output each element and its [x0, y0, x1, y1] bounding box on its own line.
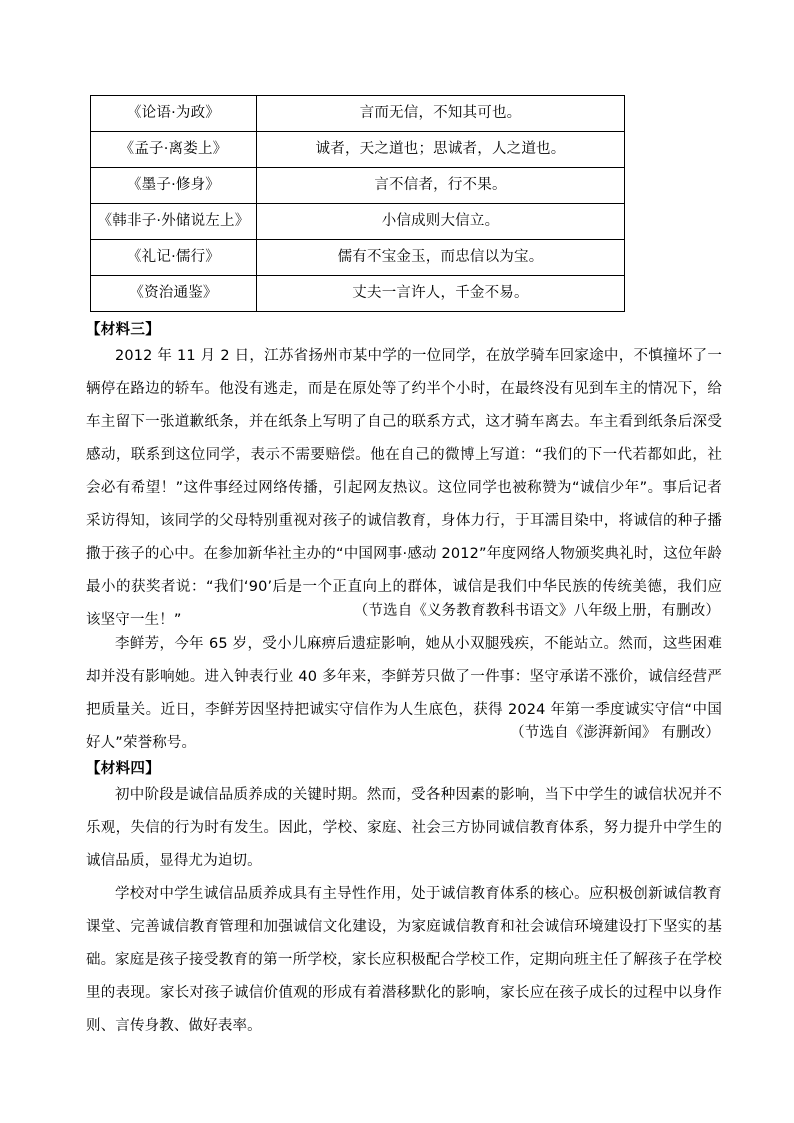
material-four-label: 【材料四】 — [86, 761, 160, 777]
table-body — [91, 96, 625, 312]
classical-quotations-table — [90, 95, 625, 312]
material-four-paragraph-1: 初中阶段是诚信品质养成的关键时期。然而，受各种因素的影响，当下中学生的诚信状况并不乐观，失信的行为时有发生。因此，学校、家庭、社会三方协同诚信教育体系，努力提升中学生的诚信品质，显得尤为迫切。 — [86, 787, 722, 869]
table-cell-quote: 儒有不宝金玉，而忠信以为宝。 — [257, 240, 625, 276]
table-cell-quote: 诚者，天之道也；思诚者，人之道也。 — [257, 132, 625, 168]
table-cell-source: 《礼记·儒行》 — [91, 240, 257, 276]
table-row — [91, 96, 625, 132]
table-row — [91, 276, 625, 312]
table-cell-quote: 言而无信，不知其可也。 — [257, 96, 625, 132]
table-cell-source: 《资治通鉴》 — [91, 276, 257, 312]
table-cell-quote: 丈夫一言许人，千金不易。 — [257, 276, 625, 312]
table-cell-source: 《墨子·修身》 — [91, 168, 257, 204]
material-three-attribution-2: （节选自《澎湃新闻》 有删改） — [510, 725, 720, 741]
material-three-paragraph-1: 2012 年 11 月 2 日，江苏省扬州市某中学的一位同学，在放学骑车回家途中，不慎撞坏了一辆停在路边的轿车。他没有逃走，而是在原处等了约半个小时，在最终没有见到车主的情况下，给车主留下一张道歉纸条，并在纸条上写明了自己的联系方式，这才骑车离去。车主看到纸条后深受感动，联系到这位同学，表示不需要赔偿。他在自己的微博上写道：“我们的下一代若都如此，社会必有希望！”这件事经过网络传播，引起网友热议。这位同学也被称赞为“诚信少年”。事后记者采访得知，该同学的父母特别重视对孩子的诚信教育，身体力行，于耳濡目染中，将诚信的种子播撒于孩子的心中。在参加新华社主办的“中国网事·感动 2012”年度网络人物颁奖典礼时，这位年龄最小的获奖者说：“我们‘90’后是一个正直向上的群体，诚信是我们中华民族的传统美德，我们应该坚守一生！” — [86, 348, 722, 628]
table-row — [91, 132, 625, 168]
material-three-paragraph-2: 李鲜芳，今年 65 岁，受小儿麻痹后遗症影响，她从小双腿残疾，不能站立。然而，这些困难却并没有影响她。进入钟表行业 40 多年来，李鲜芳只做了一件事：坚守承诺不涨价，诚信经营严把质量关。近日，李鲜芳因坚持把诚实守信作为人生底色，获得 2024 年第一季度诚实守信“中国好人”荣誉称号。 — [86, 636, 722, 751]
table-cell-quote: 言不信者，行不果。 — [257, 168, 625, 204]
table-row — [91, 240, 625, 276]
table-cell-source: 《论语·为政》 — [91, 96, 257, 132]
table-cell-source: 《韩非子·外储说左上》 — [91, 204, 257, 240]
material-four-paragraph-3: 家庭是孩子接受教育的第一所学校，家长应积极配合学校工作，定期向班主任了解孩子在学校里的表现。家长对孩子诚信价值观的形成有着潜移默化的影响，家长应在孩子成长的过程中以身作则、言传身教、做好表率。 — [86, 952, 722, 1034]
material-three-attribution-1: （节选自《义务教育教科书语文》八年级上册，有删改） — [353, 603, 720, 619]
table-row — [91, 168, 625, 204]
material-three-label: 【材料三】 — [86, 322, 160, 338]
table-cell-quote: 小信成则大信立。 — [257, 204, 625, 240]
material-four-paragraph-2: 学校对中学生诚信品质养成具有主导性作用，处于诚信教育体系的核心。应积极创新诚信教育课堂、完善诚信教育管理和加强诚信文化建设，为家庭诚信教育和社会诚信环境建设打下坚实的基础。 — [86, 886, 722, 968]
table-row — [91, 204, 625, 240]
table-cell-source: 《孟子·离娄上》 — [91, 132, 257, 168]
